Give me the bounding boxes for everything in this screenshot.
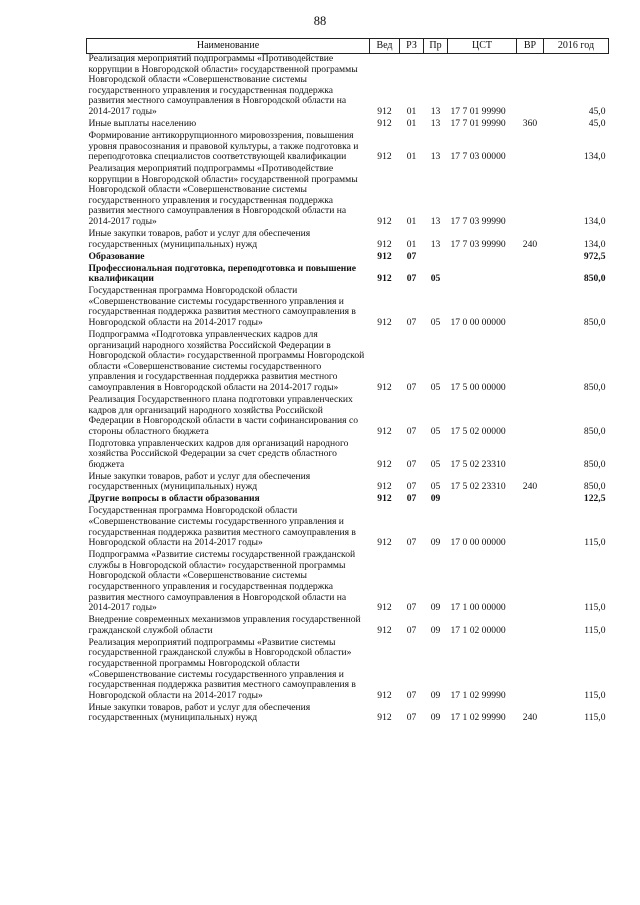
cell-sum: 45,0	[588, 117, 606, 129]
header-vr: ВР	[517, 39, 544, 54]
cell-cst: 17 7 03 99990	[450, 216, 506, 228]
table-row	[87, 131, 609, 164]
cell-vr: 240	[522, 712, 538, 724]
table-row	[87, 229, 609, 252]
header-pr: Пр	[424, 39, 448, 54]
cell-ved: 912	[377, 250, 392, 262]
cell-pr: 09	[430, 493, 441, 505]
table-row	[87, 615, 609, 638]
cell-ved: 912	[377, 624, 392, 636]
cell-ved: 912	[377, 105, 392, 117]
page-number: 88	[313, 14, 327, 28]
cell-name: Реализация Государственного плана подготовки управленческих кадров для организаций народного хозяйства Российской Федерации в Новгородской области в части софинансирования со стороны областного бюджета	[88, 393, 359, 437]
cell-cst: 17 1 00 00000	[450, 602, 506, 614]
cell-pr: 05	[430, 458, 441, 470]
cell-cst: 17 5 02 23310	[450, 481, 506, 493]
cell-vr: 360	[522, 117, 538, 129]
cell-sum: 115,0	[584, 689, 606, 701]
cell-cst: 17 7 03 99990	[450, 238, 506, 250]
cell-sum: 850,0	[583, 381, 606, 393]
cell-cst: 17 5 02 23310	[450, 458, 506, 470]
cell-name: Образование	[88, 250, 145, 262]
cell-name: Подпрограмма «Развитие системы государственной гражданской службы в Новгородской области» государственной программы Новгородской области «Совершенствование системы государственного управления и государственная поддержка развития местного самоуправления в Новгородской области на 2014-2017 годы»	[88, 549, 356, 614]
cell-vr: 240	[522, 238, 538, 250]
cell-ved: 912	[377, 493, 392, 505]
table-row	[87, 472, 609, 495]
cell-pr: 05	[430, 273, 441, 285]
cell-vr	[517, 54, 544, 119]
cell-vr	[517, 494, 544, 506]
cell-name: Профессиональная подготовка, переподготовка и повышение квалификации	[88, 262, 357, 285]
cell-pr: 13	[430, 105, 441, 117]
cell-pr: 09	[430, 712, 441, 724]
table-row	[87, 703, 609, 726]
cell-sum: 850,0	[583, 425, 606, 437]
cell-cst	[448, 494, 517, 506]
table-row	[87, 264, 609, 287]
cell-rz: 07	[406, 250, 417, 262]
cell-rz: 07	[406, 493, 417, 505]
cell-pr: 13	[430, 117, 441, 129]
cell-sum: 850,0	[583, 273, 606, 285]
table-row	[87, 252, 609, 264]
cell-sum: 850,0	[583, 316, 606, 328]
cell-ved: 912	[377, 216, 392, 228]
cell-cst: 17 7 01 99990	[450, 117, 506, 129]
header-rz: РЗ	[400, 39, 424, 54]
cell-name: Иные закупки товаров, работ и услуг для обеспечения государственных (муниципальных) нужд	[88, 701, 311, 724]
cell-rz: 07	[406, 458, 417, 470]
cell-rz: 07	[406, 481, 417, 493]
table-row	[87, 330, 609, 395]
cell-rz: 01	[406, 105, 417, 117]
table-row	[87, 164, 609, 229]
table-row	[87, 638, 609, 703]
cell-rz: 07	[406, 689, 417, 701]
header-sum: 2016 год	[544, 39, 609, 54]
cell-vr	[517, 264, 544, 287]
cell-vr	[517, 615, 544, 638]
cell-vr	[517, 638, 544, 703]
cell-sum: 134,0	[583, 151, 606, 163]
cell-ved: 912	[377, 425, 392, 437]
header-name: Наименование	[87, 39, 370, 54]
cell-ved: 912	[377, 151, 392, 163]
table-row	[87, 506, 609, 550]
cell-rz: 07	[406, 712, 417, 724]
cell-pr: 13	[430, 216, 441, 228]
cell-name: Подпрограмма «Подготовка управленческих кадров для организаций народного хозяйства Российской Федерации в Новгородской области» государственной программы Новгородской области «Совершенствование системы государственного управления и государственная поддержка развития местного самоуправления в Новгородской области на 2014-2017 годы»	[88, 328, 365, 393]
cell-ved: 912	[377, 117, 392, 129]
cell-vr	[517, 330, 544, 395]
cell-name: Иные закупки товаров, работ и услуг для обеспечения государственных (муниципальных) нужд	[88, 470, 311, 493]
cell-vr	[517, 164, 544, 229]
cell-cst: 17 5 02 00000	[450, 425, 506, 437]
cell-cst	[448, 264, 517, 287]
cell-vr	[517, 550, 544, 615]
cell-cst: 17 1 02 99990	[450, 712, 506, 724]
cell-sum: 850,0	[583, 458, 606, 470]
cell-sum: 115,0	[584, 602, 606, 614]
cell-cst: 17 0 00 00000	[450, 316, 506, 328]
cell-sum: 45,0	[588, 105, 606, 117]
cell-name: Государственная программа Новгородской области «Совершенствование системы государственного управления и государственная поддержка развития местного самоуправления в Новгородской области на 2014-2017 годы»	[88, 505, 356, 549]
table-body	[87, 54, 609, 726]
cell-ved: 912	[377, 458, 392, 470]
cell-vr	[517, 395, 544, 439]
cell-ved: 912	[377, 273, 392, 285]
cell-rz: 07	[406, 624, 417, 636]
cell-pr: 05	[430, 316, 441, 328]
header-ved: Вед	[370, 39, 400, 54]
cell-vr	[517, 131, 544, 164]
cell-vr: 240	[522, 481, 538, 493]
budget-table	[86, 38, 609, 725]
cell-cst: 17 5 00 00000	[450, 381, 506, 393]
cell-vr	[517, 286, 544, 330]
cell-pr: 09	[430, 689, 441, 701]
cell-ved: 912	[377, 381, 392, 393]
cell-ved: 912	[377, 238, 392, 250]
cell-rz: 07	[406, 381, 417, 393]
cell-name: Формирование антикоррупционного мировоззрения, повышения уровня правосознания и правовой культуры, а также подготовка и переподготовка специалистов соответствующей квалификации	[88, 129, 359, 163]
cell-pr	[424, 252, 448, 264]
cell-pr: 05	[430, 425, 441, 437]
cell-ved: 912	[377, 712, 392, 724]
cell-name: Реализация мероприятий подпрограммы «Противодействие коррупции в Новгородской области» государственной программы Новгородской области «Совершенствование системы государственного управления и государственная поддержка развития местного самоуправления в Новгородской области на 2014-2017 годы»	[88, 53, 358, 117]
cell-cst	[448, 252, 517, 264]
cell-rz: 01	[406, 216, 417, 228]
cell-sum: 972,5	[583, 250, 606, 262]
cell-rz: 07	[406, 273, 417, 285]
cell-sum: 122,5	[583, 493, 606, 505]
cell-pr: 09	[430, 602, 441, 614]
cell-name: Иные выплаты населению	[88, 117, 197, 129]
cell-vr	[517, 506, 544, 550]
cell-cst: 17 7 01 99990	[450, 105, 506, 117]
cell-rz: 01	[406, 151, 417, 163]
cell-ved: 912	[377, 537, 392, 549]
table-row	[87, 550, 609, 615]
cell-sum: 134,0	[583, 216, 606, 228]
cell-cst: 17 1 02 99990	[450, 689, 506, 701]
cell-pr: 05	[430, 381, 441, 393]
cell-ved: 912	[377, 602, 392, 614]
cell-name: Государственная программа Новгородской области «Совершенствование системы государственного управления и государственная поддержка развития местного самоуправления в Новгородской области на 2014-2017 годы»	[88, 285, 356, 328]
cell-name: Реализация мероприятий подпрограммы «Развитие системы государственной гражданской службы в Новгородской области» государственной программы Новгородской области «Совершенствование системы государственного управления и государственная поддержка развития местного самоуправления в Новгородской области на 2014-2017 годы»	[88, 636, 356, 701]
cell-sum: 115,0	[584, 624, 606, 636]
cell-pr: 13	[430, 151, 441, 163]
cell-ved: 912	[377, 689, 392, 701]
cell-name: Внедрение современных механизмов управления государственной гражданской службой области	[88, 614, 361, 636]
cell-name: Реализация мероприятий подпрограммы «Противодействие коррупции в Новгородской области» государственной программы Новгородской области «Совершенствование системы государственного управления и государственная поддержка развития местного самоуправления в Новгородской области на 2014-2017 годы»	[88, 163, 358, 228]
cell-pr: 05	[430, 481, 441, 493]
cell-ved: 912	[377, 316, 392, 328]
cell-vr	[517, 439, 544, 472]
cell-pr: 13	[430, 238, 441, 250]
cell-pr: 09	[430, 624, 441, 636]
table-row	[87, 395, 609, 439]
cell-name: Другие вопросы в области образования	[88, 493, 260, 505]
cell-ved: 912	[377, 481, 392, 493]
cell-rz: 07	[406, 425, 417, 437]
cell-pr: 09	[430, 537, 441, 549]
cell-sum: 115,0	[584, 712, 606, 724]
table-row	[87, 439, 609, 472]
cell-sum: 850,0	[583, 481, 606, 493]
table-row	[87, 286, 609, 330]
cell-name: Иные закупки товаров, работ и услуг для обеспечения государственных (муниципальных) нужд	[88, 228, 311, 250]
cell-rz: 07	[406, 602, 417, 614]
table-row	[87, 54, 609, 119]
cell-name: Подготовка управленческих кадров для организаций народного хозяйства Российской Федерации за счет средств областного бюджета	[88, 437, 349, 470]
cell-sum: 115,0	[584, 537, 606, 549]
cell-vr	[517, 252, 544, 264]
header-cst: ЦСТ	[448, 39, 517, 54]
cell-cst: 17 7 03 00000	[450, 151, 506, 163]
cell-sum: 134,0	[583, 238, 606, 250]
cell-cst: 17 0 00 00000	[450, 537, 506, 549]
cell-rz: 01	[406, 238, 417, 250]
cell-rz: 07	[406, 316, 417, 328]
table-header	[87, 39, 609, 54]
cell-rz: 07	[406, 537, 417, 549]
cell-rz: 01	[406, 117, 417, 129]
cell-cst: 17 1 02 00000	[450, 624, 506, 636]
